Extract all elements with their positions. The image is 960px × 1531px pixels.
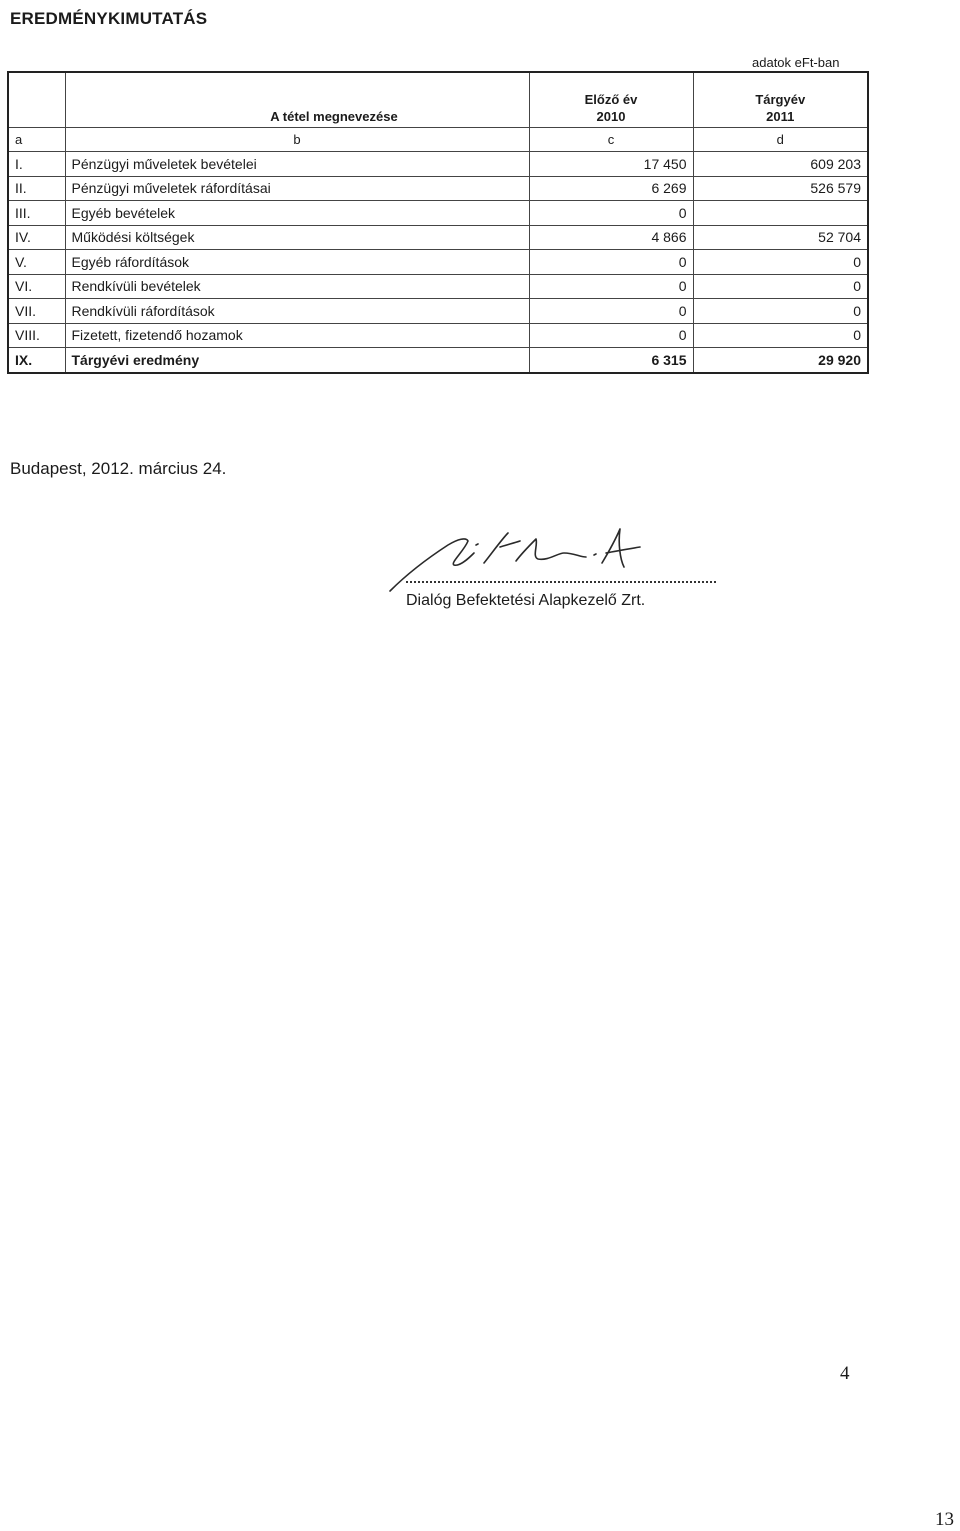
page-number: 13 [935,1509,954,1530]
row-name: Rendkívüli bevételek [65,274,529,299]
income-statement-table [7,71,869,374]
row-curr-value: 52 704 [693,225,868,250]
table-row [8,225,868,250]
place-and-date: Budapest, 2012. március 24. [10,459,227,478]
row-roman: III. [8,201,65,226]
table-row-total [8,348,868,373]
row-curr-value: 609 203 [693,152,868,177]
header-cell-empty [8,72,65,128]
row-name: Fizetett, fizetendő hozamok [65,323,529,348]
signature-line [406,581,716,583]
header-prev-year [529,72,693,128]
table-row [8,323,868,348]
table-row [8,250,868,275]
row-curr-value: 0 [693,274,868,299]
row-curr-value: 526 579 [693,176,868,201]
table-header-row [8,72,868,128]
column-letter-a: a [8,128,65,152]
row-prev-value: 0 [529,201,693,226]
unit-note: adatok eFt-ban [752,55,840,70]
row-roman: IX. [8,348,65,373]
row-curr-value: 0 [693,299,868,324]
row-curr-value: 29 920 [693,348,868,373]
row-prev-value: 0 [529,250,693,275]
company-name: Dialóg Befektetési Alapkezelő Zrt. [406,592,646,609]
column-letter-d: d [693,128,868,152]
inner-page-number: 4 [840,1363,850,1384]
row-roman: V. [8,250,65,275]
table-row [8,274,868,299]
row-roman: VII. [8,299,65,324]
row-roman: VIII. [8,323,65,348]
row-name: Rendkívüli ráfordítások [65,299,529,324]
table-row [8,201,868,226]
row-roman: I. [8,152,65,177]
document-title: EREDMÉNYKIMUTATÁS [10,9,208,28]
header-prev-year-label: Előző év [584,92,638,107]
row-name: Tárgyévi eredmény [65,348,529,373]
column-letter-c: c [529,128,693,152]
row-curr-value [693,201,868,226]
row-roman: IV. [8,225,65,250]
row-name: Működési költségek [65,225,529,250]
row-prev-value: 4 866 [529,225,693,250]
row-prev-value: 0 [529,323,693,348]
row-name: Egyéb ráfordítások [65,250,529,275]
table-row [8,299,868,324]
column-letter-b: b [65,128,529,152]
row-prev-value: 6 269 [529,176,693,201]
signature-block [388,523,728,618]
row-roman: II. [8,176,65,201]
table-row [8,176,868,201]
header-curr-year-label: Tárgyév [755,92,806,107]
row-curr-value: 0 [693,250,868,275]
header-prev-year-value: 2010 [596,109,626,124]
row-name: Pénzügyi műveletek bevételei [65,152,529,177]
header-curr-year [693,72,868,128]
row-prev-value: 6 315 [529,348,693,373]
header-item-name: A tétel megnevezése [65,72,529,128]
row-name: Egyéb bevételek [65,201,529,226]
row-prev-value: 17 450 [529,152,693,177]
row-name: Pénzügyi műveletek ráfordításai [65,176,529,201]
row-prev-value: 0 [529,299,693,324]
row-roman: VI. [8,274,65,299]
header-curr-year-value: 2011 [766,109,795,124]
table-row [8,152,868,177]
row-prev-value: 0 [529,274,693,299]
row-curr-value: 0 [693,323,868,348]
column-letter-row [8,128,868,152]
